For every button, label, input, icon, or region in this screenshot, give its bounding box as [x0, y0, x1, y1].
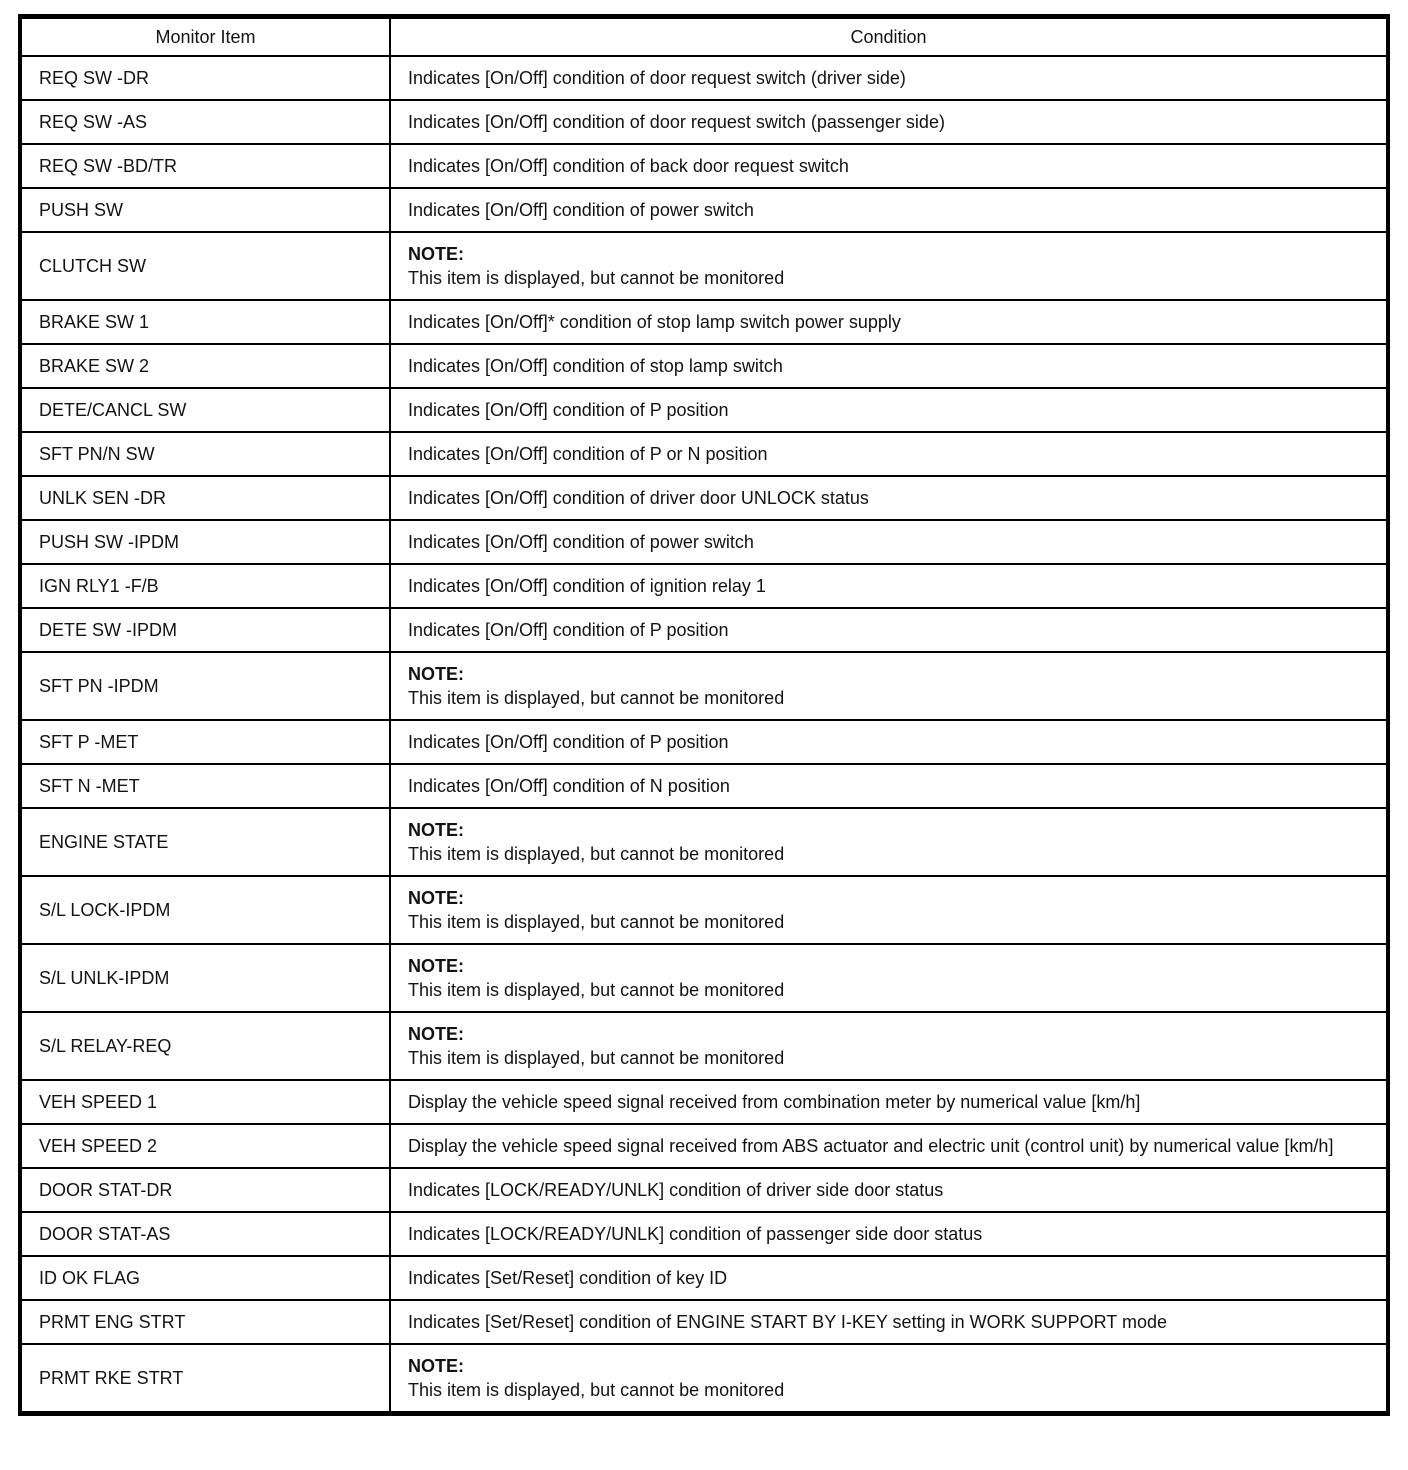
note-text: This item is displayed, but cannot be monitored [408, 844, 785, 864]
note-text: This item is displayed, but cannot be monitored [408, 1048, 785, 1068]
table-row [20, 476, 1388, 520]
condition-cell [390, 944, 1388, 1012]
monitor-item-cell: ID OK FLAG [20, 1256, 390, 1300]
table-row [20, 56, 1388, 100]
condition-cell [390, 232, 1388, 300]
condition-cell: Indicates [On/Off] condition of P position [390, 388, 1388, 432]
table-row [20, 520, 1388, 564]
monitor-item-cell: ENGINE STATE [20, 808, 390, 876]
condition-cell: Indicates [On/Off] condition of door request switch (driver side) [390, 56, 1388, 100]
monitor-item-cell: DOOR STAT-DR [20, 1168, 390, 1212]
monitor-item-cell: PUSH SW [20, 188, 390, 232]
monitor-item-cell: DOOR STAT-AS [20, 1212, 390, 1256]
condition-cell [390, 1344, 1388, 1414]
table-row [20, 1168, 1388, 1212]
header-condition: Condition [390, 17, 1388, 57]
monitor-item-cell: SFT PN/N SW [20, 432, 390, 476]
table-row [20, 608, 1388, 652]
note-label: NOTE: [408, 956, 464, 976]
table-row [20, 564, 1388, 608]
condition-cell: Indicates [On/Off] condition of N position [390, 764, 1388, 808]
table-row [20, 1012, 1388, 1080]
table-row [20, 432, 1388, 476]
note-text: This item is displayed, but cannot be monitored [408, 980, 785, 1000]
condition-cell: Display the vehicle speed signal received from combination meter by numerical value [km/h] [390, 1080, 1388, 1124]
header-row [20, 17, 1388, 57]
note-text: This item is displayed, but cannot be monitored [408, 1380, 785, 1400]
condition-cell: Indicates [On/Off] condition of P position [390, 608, 1388, 652]
table-row [20, 1300, 1388, 1344]
table-row [20, 300, 1388, 344]
monitor-item-cell: CLUTCH SW [20, 232, 390, 300]
table-row [20, 388, 1388, 432]
table-row [20, 1124, 1388, 1168]
monitor-item-cell: UNLK SEN -DR [20, 476, 390, 520]
condition-cell: Indicates [On/Off] condition of ignition relay 1 [390, 564, 1388, 608]
monitor-item-cell: S/L UNLK-IPDM [20, 944, 390, 1012]
note-label: NOTE: [408, 244, 464, 264]
condition-cell: Indicates [On/Off] condition of back door request switch [390, 144, 1388, 188]
table-row [20, 1344, 1388, 1414]
condition-cell: Indicates [On/Off] condition of driver door UNLOCK status [390, 476, 1388, 520]
monitor-item-cell: REQ SW -DR [20, 56, 390, 100]
note-text: This item is displayed, but cannot be monitored [408, 688, 785, 708]
table-row [20, 1212, 1388, 1256]
table-row [20, 1256, 1388, 1300]
monitor-item-cell: DETE SW -IPDM [20, 608, 390, 652]
header-monitor-item: Monitor Item [20, 17, 390, 57]
condition-cell: Indicates [On/Off] condition of power switch [390, 188, 1388, 232]
monitor-item-cell: SFT N -MET [20, 764, 390, 808]
monitor-item-cell: BRAKE SW 1 [20, 300, 390, 344]
note-label: NOTE: [408, 820, 464, 840]
condition-cell: Indicates [On/Off] condition of door request switch (passenger side) [390, 100, 1388, 144]
condition-cell [390, 808, 1388, 876]
condition-cell: Indicates [LOCK/READY/UNLK] condition of driver side door status [390, 1168, 1388, 1212]
monitor-item-cell: IGN RLY1 -F/B [20, 564, 390, 608]
condition-cell: Display the vehicle speed signal received from ABS actuator and electric unit (control unit) by numerical value [km/h] [390, 1124, 1388, 1168]
table-row [20, 144, 1388, 188]
monitor-item-cell: REQ SW -AS [20, 100, 390, 144]
monitor-item-cell: DETE/CANCL SW [20, 388, 390, 432]
table-row [20, 876, 1388, 944]
monitor-item-cell: VEH SPEED 1 [20, 1080, 390, 1124]
monitor-item-cell: VEH SPEED 2 [20, 1124, 390, 1168]
table-row [20, 188, 1388, 232]
condition-cell: Indicates [On/Off] condition of P position [390, 720, 1388, 764]
condition-cell: Indicates [On/Off]* condition of stop lamp switch power supply [390, 300, 1388, 344]
condition-cell [390, 876, 1388, 944]
note-text: This item is displayed, but cannot be monitored [408, 912, 785, 932]
note-label: NOTE: [408, 664, 464, 684]
note-label: NOTE: [408, 1024, 464, 1044]
monitor-item-cell: BRAKE SW 2 [20, 344, 390, 388]
condition-cell [390, 652, 1388, 720]
condition-cell: Indicates [On/Off] condition of power switch [390, 520, 1388, 564]
condition-cell: Indicates [On/Off] condition of P or N position [390, 432, 1388, 476]
note-label: NOTE: [408, 1356, 464, 1376]
monitor-item-cell: S/L LOCK-IPDM [20, 876, 390, 944]
monitor-item-cell: PRMT ENG STRT [20, 1300, 390, 1344]
table-row [20, 344, 1388, 388]
condition-cell [390, 1012, 1388, 1080]
table-row [20, 808, 1388, 876]
monitor-item-cell: SFT PN -IPDM [20, 652, 390, 720]
note-label: NOTE: [408, 888, 464, 908]
table-row [20, 764, 1388, 808]
monitor-item-cell: PRMT RKE STRT [20, 1344, 390, 1414]
monitor-item-cell: PUSH SW -IPDM [20, 520, 390, 564]
monitor-item-cell: S/L RELAY-REQ [20, 1012, 390, 1080]
note-text: This item is displayed, but cannot be monitored [408, 268, 785, 288]
table-row [20, 652, 1388, 720]
table-row [20, 944, 1388, 1012]
table-row [20, 1080, 1388, 1124]
condition-cell: Indicates [Set/Reset] condition of key ID [390, 1256, 1388, 1300]
table-row [20, 720, 1388, 764]
table-row [20, 100, 1388, 144]
condition-cell: Indicates [On/Off] condition of stop lamp switch [390, 344, 1388, 388]
condition-cell: Indicates [Set/Reset] condition of ENGINE START BY I-KEY setting in WORK SUPPORT mode [390, 1300, 1388, 1344]
monitor-item-cell: SFT P -MET [20, 720, 390, 764]
monitor-item-cell: REQ SW -BD/TR [20, 144, 390, 188]
table-row [20, 232, 1388, 300]
monitor-items-table [18, 14, 1390, 1416]
condition-cell: Indicates [LOCK/READY/UNLK] condition of passenger side door status [390, 1212, 1388, 1256]
